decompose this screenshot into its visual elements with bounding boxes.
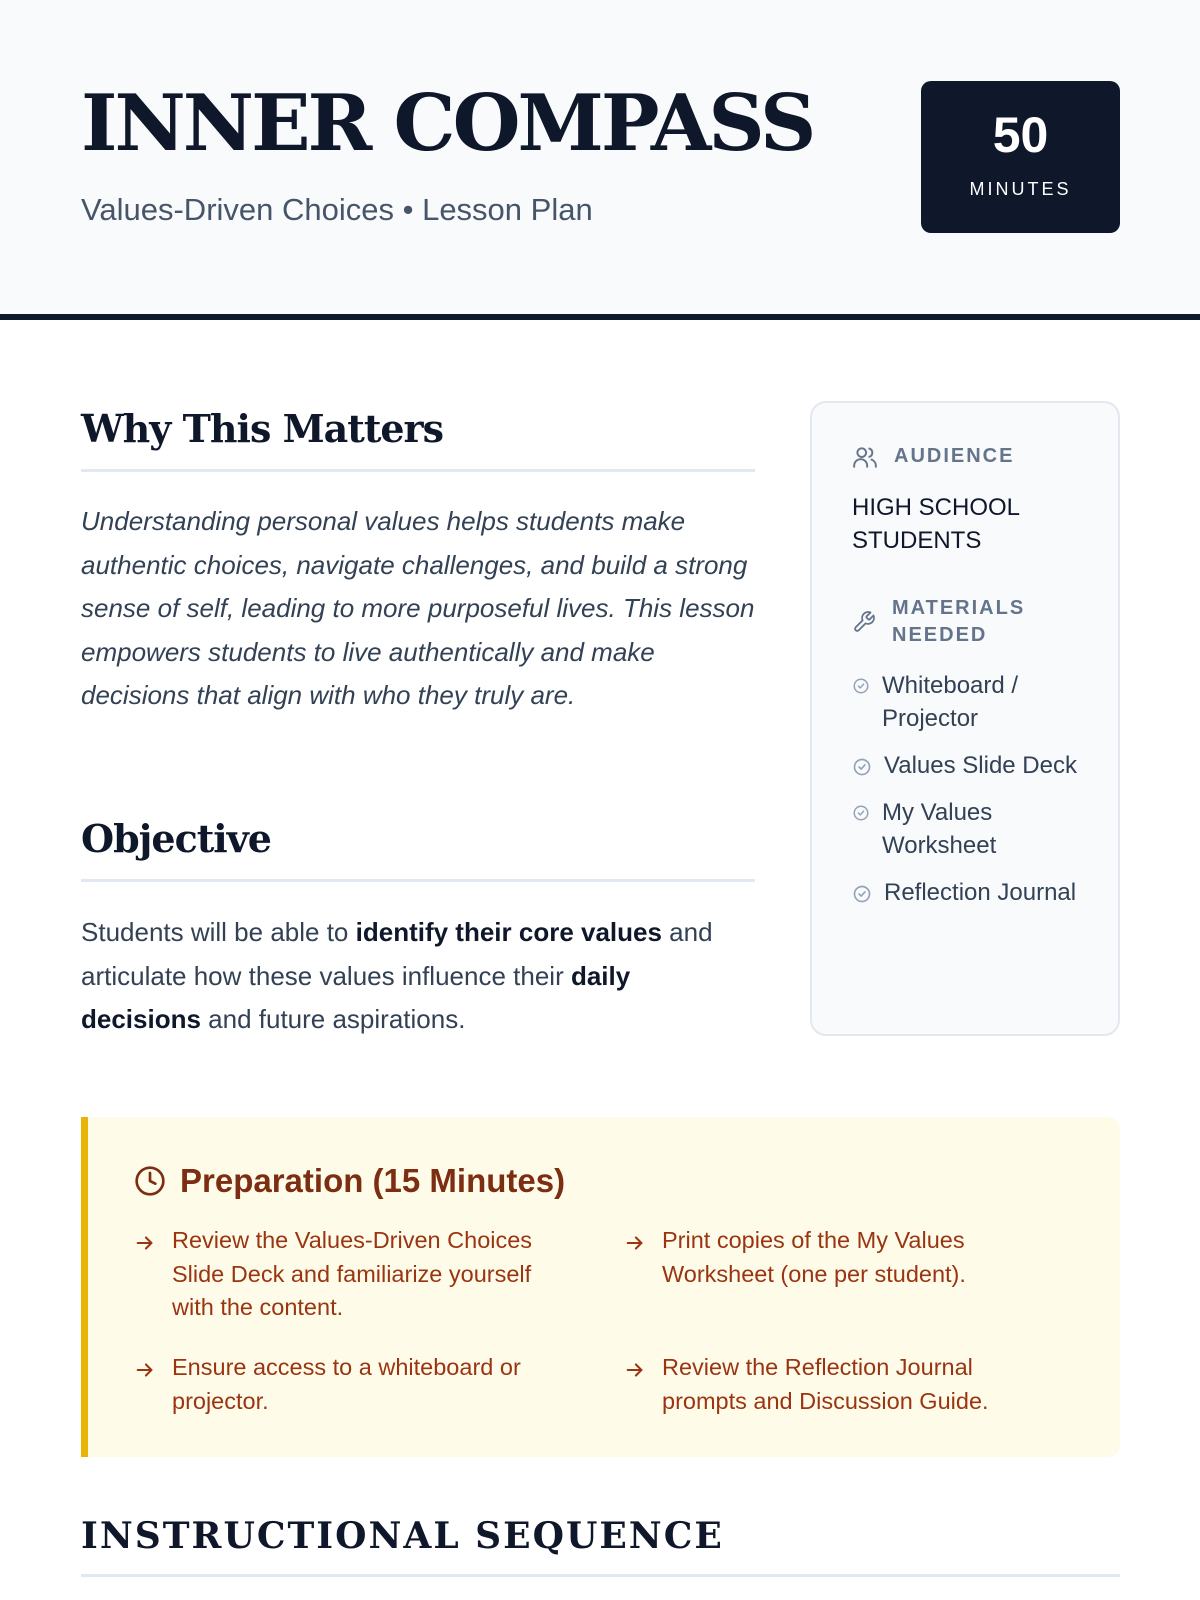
preparation-title: Preparation (15 Minutes) — [180, 1162, 566, 1199]
page-title: INNER COMPASS — [81, 78, 814, 169]
arrow-right-icon — [624, 1232, 646, 1254]
why-text: Understanding personal values helps students make authentic choices, navigate challenges, and build a strong sense of self, leading to more purposeful lives. This lesson empowers students to live authentically and make decisions that align with who they truly are. — [81, 506, 755, 710]
check-circle-icon — [852, 757, 872, 777]
clock-icon — [134, 1165, 166, 1197]
page-subtitle: Values-Driven Choices • Lesson Plan — [81, 192, 593, 227]
preparation-item-text: Ensure access to a whiteboard or projector. — [172, 1354, 521, 1414]
list-item — [852, 749, 1102, 782]
objective-text — [81, 911, 755, 1042]
materials-heading — [852, 595, 1042, 649]
material-label: Reflection Journal — [884, 879, 1077, 906]
material-label: My Values Worksheet — [882, 799, 997, 859]
objective-text-part: Students will be able to — [81, 917, 356, 947]
preparation-item-text: Review the Reflection Journal prompts and Discussion Guide. — [662, 1354, 989, 1414]
list-item — [852, 796, 1102, 862]
objective-text-part: and future aspirations. — [200, 1004, 466, 1034]
preparation-heading — [134, 1161, 565, 1201]
materials-list — [852, 669, 1102, 923]
objective-text-part: and articulate how these values influence their — [81, 917, 713, 991]
objective-heading: Objective — [81, 815, 755, 882]
objective-emphasis: daily decisions — [81, 960, 631, 1034]
check-circle-icon — [852, 884, 872, 904]
preparation-item-text: Print copies of the My Values Worksheet (one per student). — [662, 1227, 966, 1287]
duration-badge — [921, 81, 1120, 233]
audience-label: AUDIENCE — [894, 445, 1015, 467]
audience-value: HIGH SCHOOL STUDENTS — [852, 494, 1020, 554]
arrow-right-icon — [134, 1359, 156, 1381]
material-label: Whiteboard / Projector — [882, 672, 1019, 732]
material-label: Values Slide Deck — [884, 752, 1077, 779]
materials-label: MATERIALS NEEDED — [892, 597, 1026, 646]
arrow-right-icon — [134, 1232, 156, 1254]
list-item — [134, 1351, 574, 1418]
duration-value: 50 — [992, 107, 1049, 163]
why-heading: Why This Matters — [81, 405, 755, 472]
details-card — [810, 401, 1120, 1036]
wrench-icon — [852, 610, 876, 634]
preparation-item-text: Review the Values-Driven Choices Slide Deck and familiarize yourself with the content. — [172, 1227, 533, 1320]
arrow-right-icon — [624, 1359, 646, 1381]
list-item — [852, 876, 1102, 909]
list-item — [624, 1351, 1024, 1418]
list-item — [624, 1224, 1024, 1291]
check-circle-icon — [852, 677, 870, 695]
list-item — [852, 669, 1102, 735]
list-item — [134, 1224, 574, 1325]
users-icon — [852, 444, 878, 470]
objective-emphasis: identify their core values — [355, 917, 662, 947]
preparation-panel — [81, 1117, 1120, 1457]
audience-heading — [852, 443, 1014, 470]
page-header — [0, 0, 1200, 320]
check-circle-icon — [852, 804, 870, 822]
duration-label: MINUTES — [969, 179, 1072, 199]
sequence-heading: INSTRUCTIONAL SEQUENCE — [81, 1512, 1120, 1577]
